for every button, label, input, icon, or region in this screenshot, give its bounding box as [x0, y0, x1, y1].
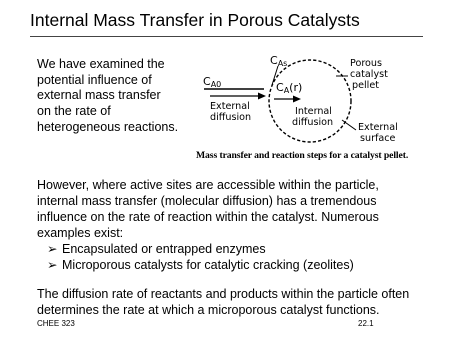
svg-text:CA0 — [203, 75, 221, 89]
body-line: examples exist: — [37, 225, 124, 240]
car-sub: A — [283, 86, 290, 95]
arrow-bullet-icon: ➢ — [47, 257, 58, 272]
body-line: However, where active sites are accessible within the particle, — [37, 178, 379, 192]
arrowhead-icon — [293, 96, 301, 103]
svg-text:CA(r) — [276, 81, 302, 95]
bullet-text: Microporous catalysts for catalytic cracking (zeolites) — [62, 257, 354, 272]
car-label: C — [276, 81, 284, 94]
intro-line: heterogeneous reactions. — [37, 119, 179, 134]
body-line: determines the rate at which a microporous catalyst functions. — [37, 303, 380, 318]
body-line: The diffusion rate of reactants and products within the particle often — [37, 287, 410, 302]
body-text — [37, 178, 442, 319]
arrow-bullet-icon: ➢ — [47, 241, 58, 256]
external-surface-label: External surface — [358, 122, 398, 144]
internal-diffusion-label: Internal diffusion — [292, 106, 334, 128]
slide-title: Internal Mass Transfer in Porous Catalysts — [30, 10, 360, 30]
cas-label: C — [270, 54, 278, 67]
title-underline — [30, 36, 423, 37]
body-line: internal mass transfer (molecular diffusion) has a tremendous — [37, 193, 377, 208]
bullet-item — [37, 258, 442, 274]
figure-caption: Mass transfer and reaction steps for a catalyst pellet. — [196, 150, 409, 161]
external-diffusion-label: External diffusion — [210, 101, 252, 123]
cas-sub: As — [277, 59, 288, 68]
cao-label: C — [203, 75, 211, 88]
footer-page-number: 22.1 — [358, 319, 374, 328]
porous-pellet-label: Porous catalyst pellet — [350, 58, 388, 91]
svg-text:CAs — [270, 54, 287, 68]
bullet-item — [37, 242, 442, 258]
catalyst-pellet-diagram — [196, 52, 428, 164]
body-line: influence on the rate of reaction within the catalyst. Numerous — [37, 209, 379, 224]
footer-course: CHEE 323 — [37, 319, 75, 328]
intro-line: external mass transfer — [37, 88, 161, 103]
pellet-circle — [269, 60, 351, 142]
bullet-text: Encapsulated or entrapped enzymes — [62, 241, 266, 256]
paragraph-gap — [37, 273, 442, 287]
cao-sub: A0 — [210, 80, 222, 89]
intro-line: on the rate of — [37, 104, 111, 119]
car-suffix: (r) — [289, 81, 303, 94]
intro-line: potential influence of — [37, 72, 152, 87]
intro-paragraph — [37, 57, 212, 136]
surface-leader — [342, 120, 356, 130]
intro-line: We have examined the — [37, 57, 165, 71]
arrowhead-icon — [258, 93, 266, 100]
